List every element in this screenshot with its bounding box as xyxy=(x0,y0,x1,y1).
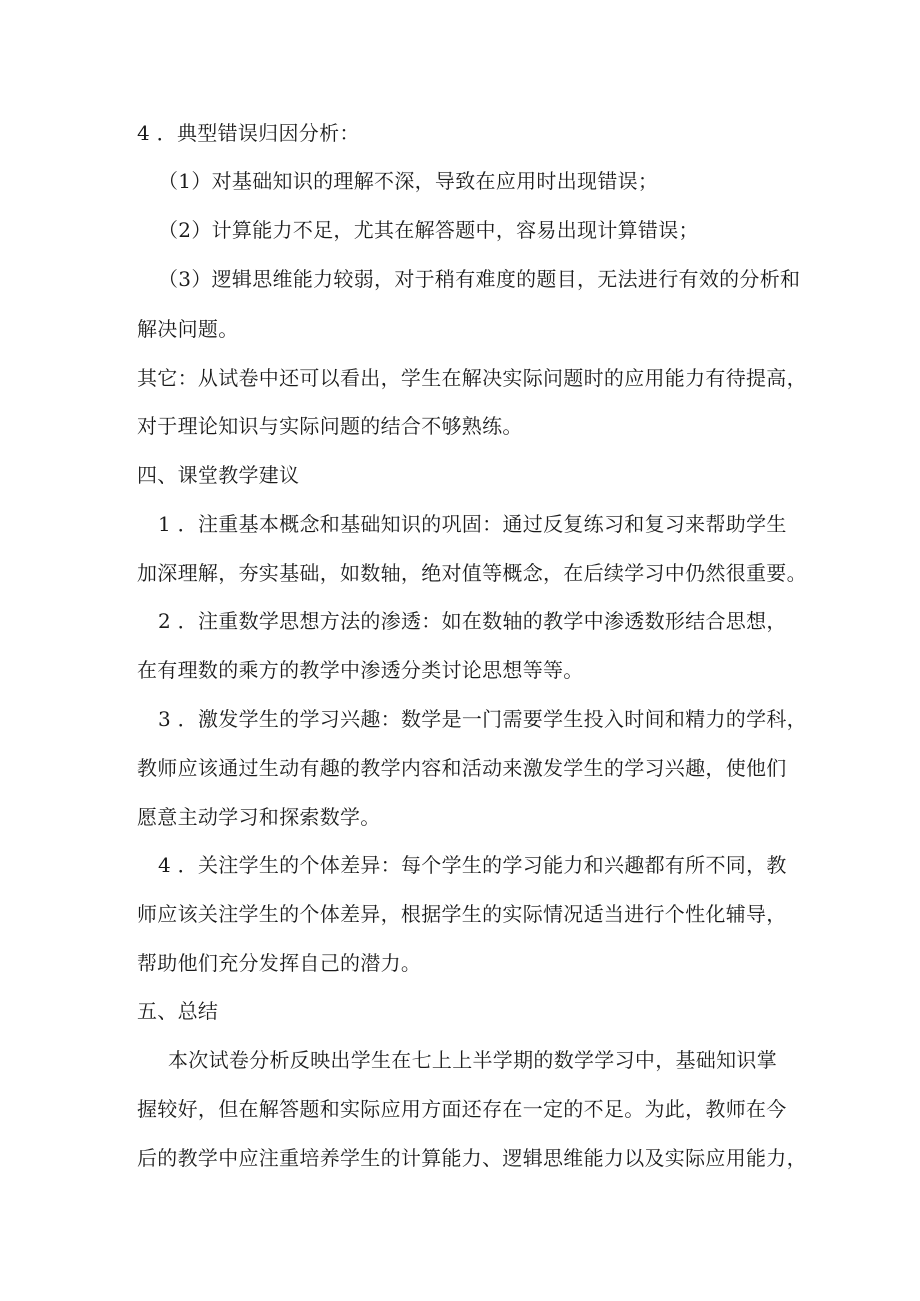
suggestion-1: 1 ．注重基本概念和基础知识的巩固：通过反复练习和复习来帮助学生 xyxy=(158,512,787,536)
suggestion-3-cont-1: 教师应该通过生动有趣的教学内容和活动来激发学生的学习兴趣，使他们 xyxy=(137,756,787,780)
list-item-2: （2）计算能力不足，尤其在解答题中，容易出现计算错误； xyxy=(158,218,699,242)
suggestion-2: 2 ．注重数学思想方法的渗透：如在数轴的教学中渗透数形结合思想， xyxy=(158,609,787,633)
list-item-3: （3）逻辑思维能力较弱，对于稍有难度的题目，无法进行有效的分析和 xyxy=(158,267,801,291)
suggestion-2-cont: 在有理数的乘方的教学中渗透分类讨论思想等等。 xyxy=(137,658,584,682)
suggestion-3-cont-2: 愿意主动学习和探索数学。 xyxy=(137,805,381,829)
paragraph-other-cont: 对于理论知识与实际问题的结合不够熟练。 xyxy=(137,414,523,438)
suggestion-4-cont-1: 师应该关注学生的个体差异，根据学生的实际情况适当进行个性化辅导， xyxy=(137,902,787,926)
suggestion-3: 3 ．激发学生的学习兴趣：数学是一门需要学生投入时间和精力的学科， xyxy=(158,707,807,731)
summary-paragraph-cont-2: 后的教学中应注重培养学生的计算能力、逻辑思维能力以及实际应用能力， xyxy=(137,1146,807,1170)
suggestion-1-cont: 加深理解，夯实基础，如数轴，绝对值等概念，在后续学习中仍然很重要。 xyxy=(137,561,807,585)
section-heading-5: 五、总结 xyxy=(137,999,219,1023)
suggestion-4-cont-2: 帮助他们充分发挥自己的潜力。 xyxy=(137,951,422,975)
summary-paragraph: 本次试卷分析反映出学生在七上上半学期的数学学习中，基础知识掌 xyxy=(168,1048,777,1072)
section-heading-4: 四、课堂教学建议 xyxy=(137,463,300,487)
summary-paragraph-cont-1: 握较好，但在解答题和实际应用方面还存在一定的不足。为此，教师在今 xyxy=(137,1097,787,1121)
heading-error-analysis: 4 ．典型错误归因分析： xyxy=(137,121,360,145)
suggestion-4: 4 ．关注学生的个体差异：每个学生的学习能力和兴趣都有所不同，教 xyxy=(158,853,787,877)
list-item-3-cont: 解决问题。 xyxy=(137,317,239,341)
paragraph-other: 其它：从试卷中还可以看出，学生在解决实际问题时的应用能力有待提高， xyxy=(137,366,807,390)
list-item-1: （1）对基础知识的理解不深，导致在应用时出现错误； xyxy=(158,169,659,193)
